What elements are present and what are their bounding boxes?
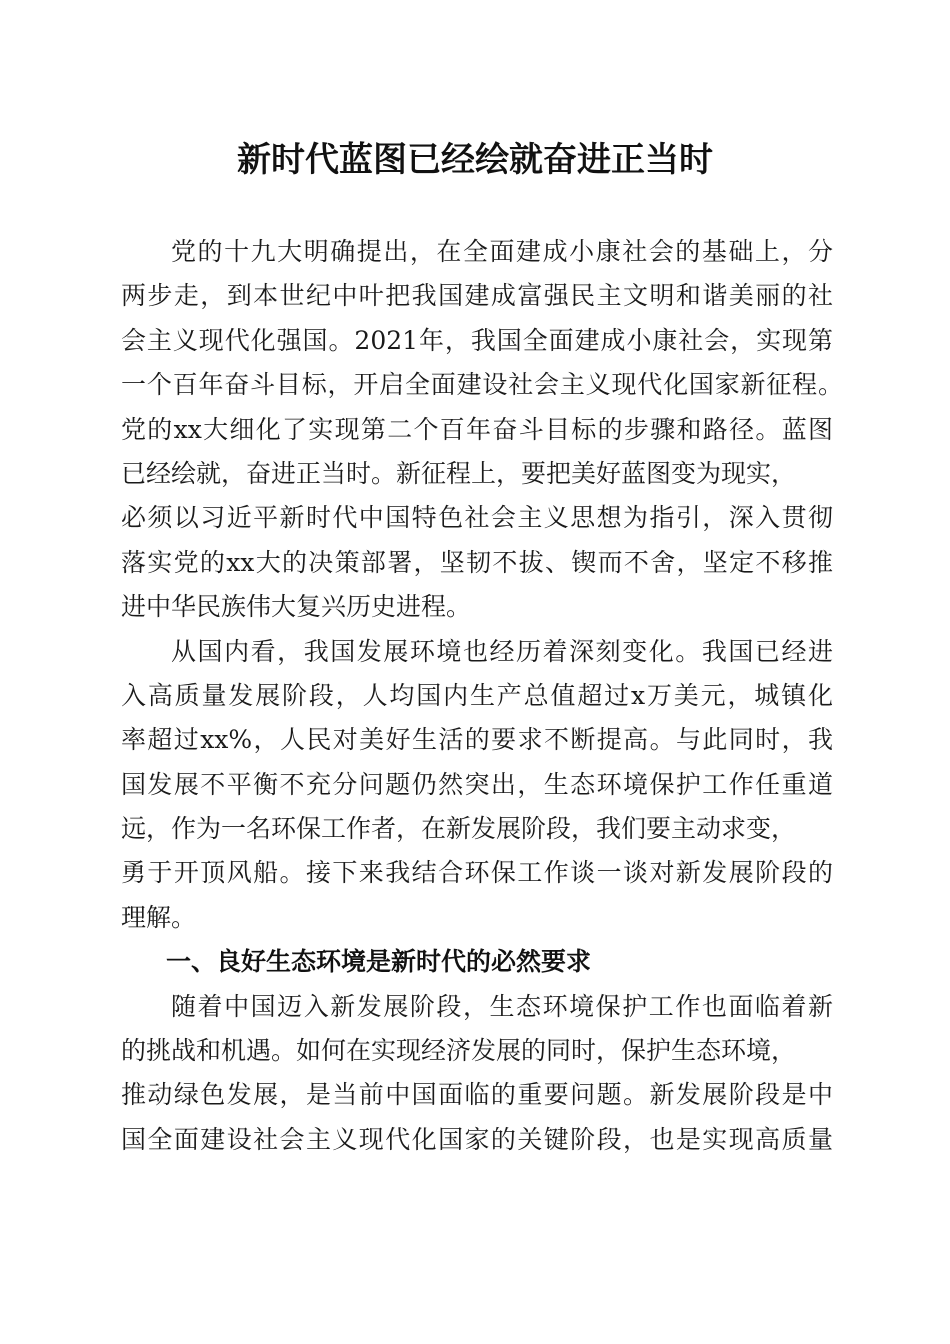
document-body [121,230,843,1162]
paragraph-1-line-7: 必须以习近平新时代中国特色社会主义思想为指引，深入贯彻 [121,503,833,533]
paragraph-2-line-2: 入高质量发展阶段，人均国内生产总值超过x万美元，城镇化 [121,680,833,710]
paragraph-2-line-6: 勇于开顶风船。接下来我结合环保工作谈一谈对新发展阶段的 [121,858,833,888]
paragraph-1-line-8: 落实党的xx大的决策部署，坚韧不拔、锲而不舍，坚定不移推 [121,547,833,577]
paragraph-2-line-4: 国发展不平衡不充分问题仍然突出，生态环境保护工作任重道 [121,769,833,799]
paragraph-2-line-1: 从国内看，我国发展环境也经历着深刻变化。我国已经进 [171,636,833,666]
paragraph-1-line-5: 党的xx大细化了实现第二个百年奋斗目标的步骤和路径。蓝图 [121,414,833,444]
paragraph-3-line-4: 国全面建设社会主义现代化国家的关键阶段，也是实现高质量 [121,1124,833,1154]
paragraph-3-line-3: 推动绿色发展，是当前中国面临的重要问题。新发展阶段是中 [121,1080,833,1110]
paragraph-1-line-2: 两步走，到本世纪中叶把我国建成富强民主文明和谐美丽的社 [121,281,833,311]
paragraph-2-line-3: 率超过xx%，人民对美好生活的要求不断提高。与此同时，我 [121,725,833,755]
paragraph-1-line-6: 已经绘就，奋进正当时。新征程上，要把美好蓝图变为现实， [121,458,797,488]
section-heading-1: 一、良好生态环境是新时代的必然要求 [166,947,592,977]
paragraph-3-line-2: 的挑战和机遇。如何在实现经济发展的同时，保护生态环境， [121,1036,797,1066]
paragraph-1-line-1: 党的十九大明确提出，在全面建成小康社会的基础上，分 [171,237,833,266]
paragraph-3-line-1: 随着中国迈入新发展阶段，生态环境保护工作也面临着新 [171,991,833,1021]
paragraph-2-line-7: 理解。 [121,902,197,932]
paragraph-1-line-3: 会主义现代化强国。2021年，我国全面建成小康社会，实现第 [121,325,833,355]
paragraph-1-line-9: 进中华民族伟大复兴历史进程。 [121,592,472,622]
document-title: 新时代蓝图已经绘就奋进正当时 [237,140,713,180]
paragraph-2-line-5: 远，作为一名环保工作者，在新发展阶段，我们要主动求变， [121,814,797,844]
paragraph-1-line-4: 一个百年奋斗目标，开启全面建设社会主义现代化国家新征程。 [121,370,843,400]
